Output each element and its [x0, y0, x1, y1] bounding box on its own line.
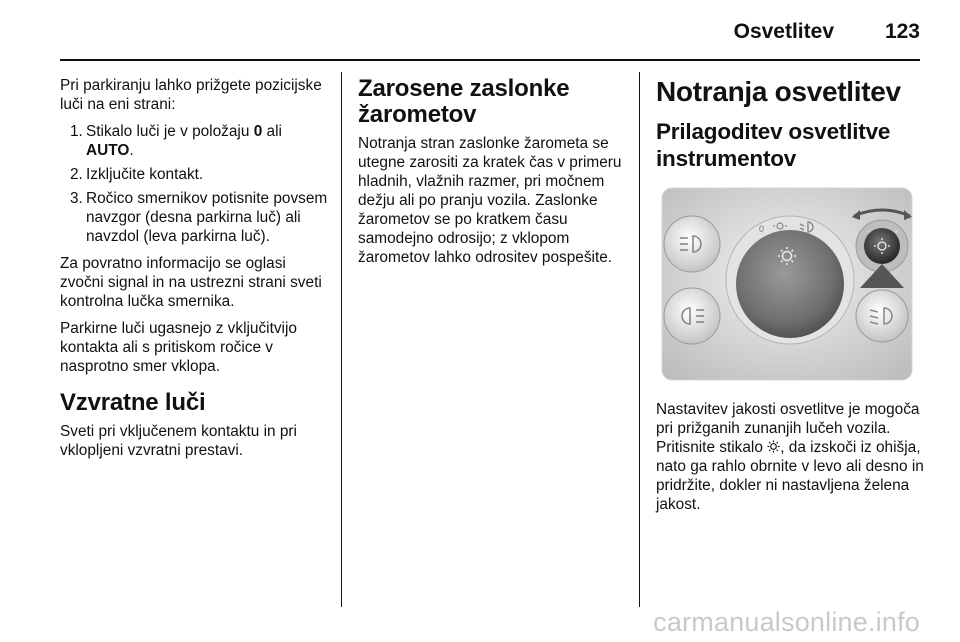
step-text: Ročico smernikov potisnite povsem navzgor (desna parkirna luč) ali navzdol (leva parkirna luč).	[86, 190, 328, 245]
headlight-range-button	[856, 290, 908, 342]
page-number: 123	[884, 20, 920, 43]
light-switch-knob	[736, 230, 844, 338]
instrument-dimming-subheading: Prilagoditev osvetlitve instrumentov	[656, 119, 891, 171]
reverse-lights-heading: Vzvratne luči	[60, 389, 206, 416]
instrument-dimmer-icon	[767, 440, 780, 453]
dimming-instructions	[656, 400, 924, 514]
step-text-end: .	[129, 142, 134, 159]
fogging-heading: Zarosene zaslonke žarometov	[358, 75, 570, 128]
step-text: Izključite kontakt.	[86, 166, 204, 183]
column-headlight-fogging	[358, 76, 623, 275]
dimming-text-after-icon: , da izskoči iz ohišja, nato ga rahlo obrnite v levo ali desno in pridržite, dokler ni nastavljena želena jakost.	[656, 439, 924, 513]
parking-lights-intro: Pri parkiranju lahko prižgete pozicijske luči na eni strani:	[60, 77, 322, 113]
dimming-text-before-icon: Nastavitev jakosti osvetlitve je mogoča pri prižganih zunanjih lučeh vozila. Pritisnite stikalo	[656, 401, 920, 456]
step-bold-auto: AUTO	[86, 142, 130, 159]
step-text: Stikalo luči je v položaju	[86, 123, 254, 140]
interior-lighting-heading: Notranja osvetlitev	[656, 76, 901, 107]
rear-fog-button	[664, 288, 720, 344]
page-header	[60, 0, 920, 60]
front-fog-button	[664, 216, 720, 272]
list-item	[60, 165, 332, 184]
fogging-text: Notranja stran zaslonke žarometa se utegne zarositi za kratek čas v primeru hladnih, vlažnih razmer, pri močnem dežju ali po pranju vozila. Zaslonke žarometov se po kratkem času samodejno odrosijo; z vklopom žarometov lahko odrositev pospešite.	[358, 135, 622, 266]
light-switch-panel-figure	[656, 184, 918, 384]
page-title: Osvetlitev	[733, 20, 834, 43]
parking-steps-list	[60, 122, 332, 246]
column-interior-lighting	[656, 76, 924, 522]
list-item	[60, 189, 332, 246]
light-switch-panel-illustration	[656, 184, 918, 384]
step-bold-position: 0	[253, 123, 263, 140]
watermark: carmanualsonline.info	[653, 607, 920, 637]
dimmer-plus-label: +	[894, 227, 899, 236]
column-divider-right	[639, 72, 640, 607]
feedback-paragraph: Za povratno informacijo se oglasi zvočni signal in na ustrezni strani sveti kontrolna lučka smernika.	[60, 255, 322, 310]
column-parking-lights	[60, 76, 332, 468]
dial-label-zero: 0	[759, 224, 765, 234]
list-item	[60, 122, 332, 160]
step-number: 2.	[70, 166, 83, 183]
reverse-lights-text: Sveti pri vključenem kontaktu in pri vklopljeni vzvratni prestavi.	[60, 423, 297, 459]
step-number: 3.	[70, 190, 83, 207]
step-number: 1.	[70, 123, 83, 140]
dimmer-minus-label: –	[866, 227, 871, 236]
parking-off-paragraph: Parkirne luči ugasnejo z vključitvijo kontakta ali s pritiskom ročice v nasprotno smer vklopa.	[60, 320, 297, 375]
column-divider-left	[341, 72, 342, 607]
step-text-mid: ali	[262, 123, 282, 140]
header-rule	[60, 59, 920, 61]
